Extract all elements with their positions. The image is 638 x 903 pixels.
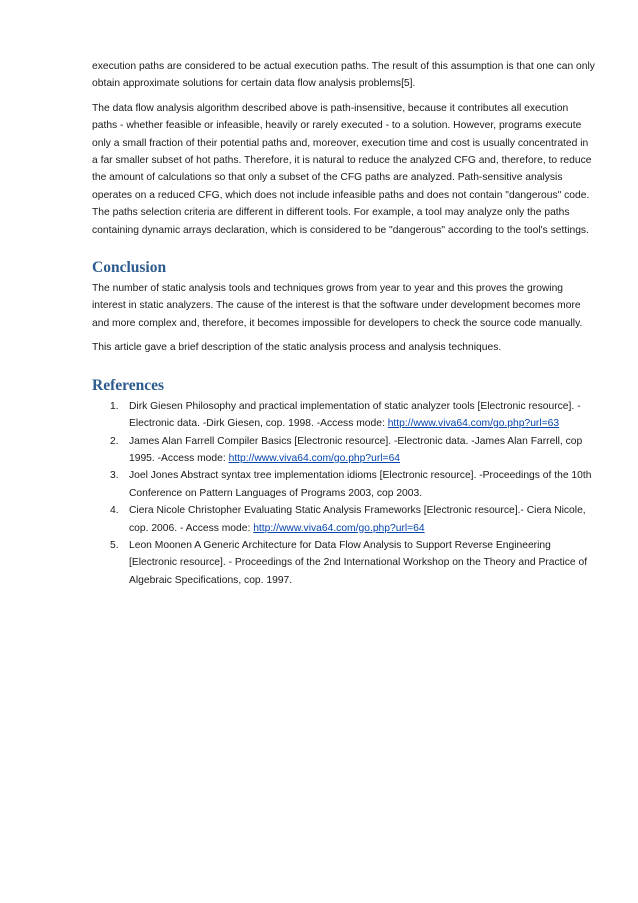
- conclusion-paragraph-2: This article gave a brief description of the static analysis process and analysis techniques.: [92, 342, 502, 354]
- document-page: [92, 58, 596, 589]
- reference-item: [92, 433, 596, 468]
- reference-text: Joel Jones Abstract syntax tree implementation idioms [Electronic resource]. -Proceedings of the 10th Conference on Pattern Languages of Programs 2003, cop 2003.: [129, 470, 592, 499]
- references-heading: References: [92, 376, 165, 394]
- reference-link[interactable]: http://www.viva64.com/go.php?url=63: [387, 418, 560, 430]
- reference-number: 5.: [110, 539, 119, 551]
- reference-number: 1.: [110, 400, 119, 412]
- reference-text: James Alan Farrell Compiler Basics [Electronic resource]. -Electronic data. -James Alan Farrell, cop 1995. -Access mode:: [129, 435, 583, 464]
- references-list: [92, 398, 596, 589]
- reference-item: [92, 537, 596, 589]
- intro-paragraph-2: The data flow analysis algorithm described above is path-insensitive, because it contributes all execution paths - whether feasible or infeasible, heavily or rarely executed - to a solution. However, programs execute only a small fraction of their potential paths and, moreover, execution time and cost is usually concentrated in a far smaller subset of hot paths. Therefore, it is natural to reduce the analyzed CFG and, therefore, to reduce the amount of calculations so that only a subset of the CFG paths are analyzed. Path-sensitive analysis operates on a reduced CFG, which does not include infeasible paths and does not contain "dangerous" code. The paths selection criteria are different in different tools. For example, a tool may analyze only the paths containing dynamic arrays declaration, which is considered to be "dangerous" according to the tool's settings.: [92, 102, 592, 236]
- reference-item: [92, 502, 596, 537]
- reference-item: [92, 467, 596, 502]
- reference-number: 3.: [110, 470, 119, 482]
- intro-paragraph-1: execution paths are considered to be actual execution paths. The result of this assumption is that one can only obtain approximate solutions for certain data flow analysis problems[5].: [92, 61, 595, 90]
- reference-link[interactable]: http://www.viva64.com/go.php?url=64: [228, 452, 401, 464]
- reference-item: [92, 398, 596, 433]
- reference-link[interactable]: http://www.viva64.com/go.php?url=64: [253, 522, 425, 534]
- reference-number: 2.: [110, 435, 119, 447]
- conclusion-paragraph-1: The number of static analysis tools and techniques grows from year to year and this proves the growing interest in static analyzers. The cause of the interest is that the software under development becomes more and more complex and, therefore, it becomes impossible for developers to check the source code manually.: [92, 283, 583, 329]
- reference-text: Leon Moonen A Generic Architecture for Data Flow Analysis to Support Reverse Engineering [Electronic resource]. - Proceedings of the 2nd International Workshop on the Theory and Practice of Algebraic Specifications, cop. 1997.: [129, 539, 588, 586]
- conclusion-heading: Conclusion: [92, 259, 167, 277]
- reference-text: Ciera Nicole Christopher Evaluating Static Analysis Frameworks [Electronic resource].- Ciera Nicole, cop. 2006. - Access mode:: [129, 505, 586, 534]
- reference-number: 4.: [110, 505, 119, 517]
- reference-text: Dirk Giesen Philosophy and practical implementation of static analyzer tools [Electronic resource]. -Electronic data. -Dirk Giesen, cop. 1998. -Access mode:: [129, 400, 581, 430]
